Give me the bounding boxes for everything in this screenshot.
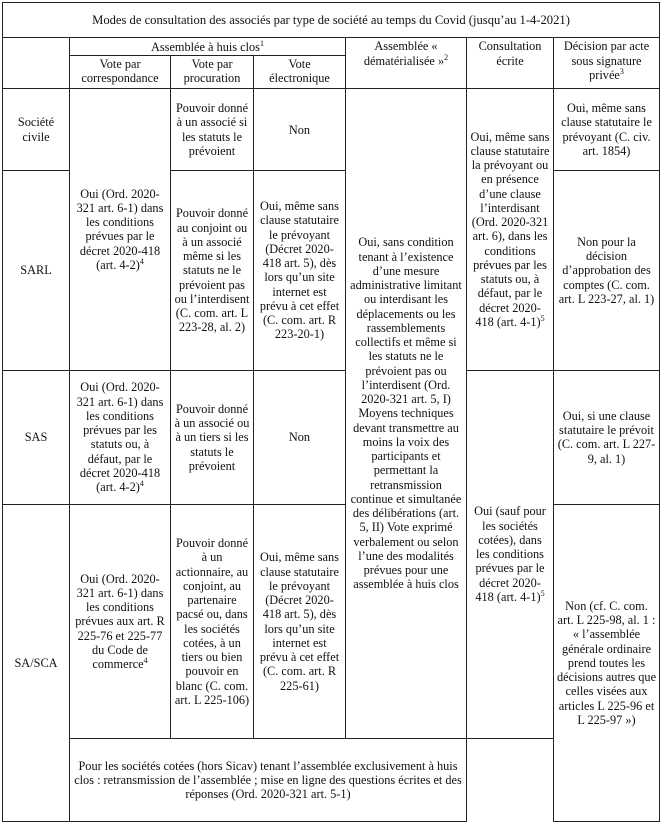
cell-decision-sarl: Non pour la décision d’approbation des comptes (C. com. art. L 223-27, al. 1): [554, 171, 660, 370]
covid-consultation-table: [2, 2, 660, 822]
row-label-sas: SAS: [3, 370, 70, 505]
header-consultation-ecrite: Consultation écrite: [467, 38, 554, 89]
header-assemblee-demat-label: Assemblée « dématérialisée »: [363, 39, 445, 68]
cell-correspondance-sa: [70, 505, 171, 739]
header-vote-correspondance: Vote par correspondance: [70, 55, 171, 88]
cell-correspondance-civile-sarl: [70, 89, 171, 370]
cell-electronique-civile: Non: [254, 89, 346, 171]
header-huis-clos: [70, 38, 346, 55]
row-label-sa-sca: SA/SCA: [3, 505, 70, 822]
cell-procuration-sarl: Pouvoir donné au conjoint ou à un associé même si les statuts ne le prévoient pas ou l’interdisent (C. com. art. L 223-28, al. 2): [171, 171, 254, 370]
header-assemblee-demat: [346, 38, 467, 89]
header-vote-procuration: Vote par procuration: [171, 55, 254, 88]
cell-decision-sa: Non (cf. C. com. art. L 225-98, al. 1 : « l’assemblée générale ordinaire prend toutes les décisions autres que celles visées aux articles L 225-96 et L 225-97 »): [554, 505, 660, 822]
cell-correspondance-sas: [70, 370, 171, 505]
header-decision-acte-label: Décision par acte sous signature privée: [563, 39, 650, 82]
cell-cotees-note: Pour les sociétés cotées (hors Sicav) tenant l’assemblée exclusivement à huis clos : retransmission de l’assemblée ; mise en ligne des questions écrites et des réponses (Ord. 2020-321 art. 5-1): [70, 738, 467, 821]
row-label-sarl: SARL: [3, 171, 70, 370]
table-title: Modes de consultation des associés par type de société au temps du Covid (jusqu’au 1-4-2021): [3, 3, 660, 38]
footnote-2: 2: [444, 52, 449, 62]
correspondance-sas-text: Oui (Ord. 2020-321 art. 6-1) dans les conditions prévues par les statuts ou, à défaut, par le décret 2020-418 (art. 4-2): [76, 380, 164, 495]
footnote-5-sa: 5: [540, 588, 545, 598]
cell-decision-sas: Oui, si une clause statutaire le prévoit (C. com. art. L 227-9, al. 1): [554, 370, 660, 505]
row-label-societe-civile: Société civile: [3, 89, 70, 171]
cell-assemblee-demat: Oui, sans condition tenant à l’existence d’une mesure administrative limitant ou interdisant les déplacements ou les rassemblements collectifs et même si les statuts ne le prévoient pas ou l’interdisent (Ord. 2020-321 art. 5, I) Moyens techniques devant transmettre au moins la voix des participants et permettant la retransmission continue et simultanée des délibérations (art. 5, II) Vote exprimé verbalement ou selon l’une des modalités prévues pour une assemblée à huis clos: [346, 89, 467, 739]
footnote-4-sa: 4: [143, 656, 148, 666]
cell-procuration-sa: Pouvoir donné à un actionnaire, au conjoint, au partenaire pacsé ou, dans les sociétés cotées, à un tiers ou bien pouvoir en blanc (C. com. art. L 225-106): [171, 505, 254, 739]
header-vote-electronique: Vote électronique: [254, 55, 346, 88]
consultation-civile-sarl-text: Oui, même sans clause statutaire la prévoyant ou en présence d’une clause l’interdisant (Ord. 2020-321 art. 6), dans les conditions prévues par les statuts ou, à défaut, par le décret 2020-418 (art. 4-1): [470, 129, 550, 329]
cell-electronique-sas: Non: [254, 370, 346, 505]
cell-electronique-sa: Oui, même sans clause statutaire le prévoyant (Décret 2020-418 art. 5), dès lors qu’un site internet est prévu à cet effet (C. com. art. R 225-61): [254, 505, 346, 739]
footnote-3: 3: [619, 66, 624, 76]
header-blank-cell: [3, 38, 70, 89]
cell-consultation-sas-sa: [467, 370, 554, 738]
cell-electronique-sarl: Oui, même sans clause statutaire le prévoyant (Décret 2020-418 art. 5), dès lors qu’un site internet est prévu à cet effet (C. com. art. R 223-20-1): [254, 171, 346, 370]
footnote-4-sas: 4: [139, 479, 144, 489]
cell-procuration-sas: Pouvoir donné à un associé ou à un tiers si les statuts le prévoient: [171, 370, 254, 505]
header-huis-clos-label: Assemblée à huis clos: [151, 39, 260, 54]
correspondance-civile-sarl-text: Oui (Ord. 2020-321 art. 6-1) dans les conditions prévues par le décret 2020-418 (art. 4-2): [76, 186, 164, 272]
correspondance-sa-text: Oui (Ord. 2020-321 art. 6-1) dans les conditions prévues aux art. R 225-76 et 225-77 du Code de commerce: [75, 571, 165, 672]
consultation-sas-sa-text: Oui (sauf pour les sociétés cotées), dans les conditions prévues par le décret 2020-418 (art. 4-1): [474, 504, 546, 604]
header-decision-acte: [554, 38, 660, 89]
footnote-5: 5: [540, 313, 545, 323]
cell-consultation-civile-sarl: [467, 89, 554, 370]
footnote-1: 1: [259, 38, 264, 48]
footnote-4: 4: [139, 256, 144, 266]
cell-decision-civile: Oui, même sans clause statutaire le prévoyant (C. civ. art. 1854): [554, 89, 660, 171]
cell-procuration-civile: Pouvoir donné à un associé si les statuts le prévoient: [171, 89, 254, 171]
